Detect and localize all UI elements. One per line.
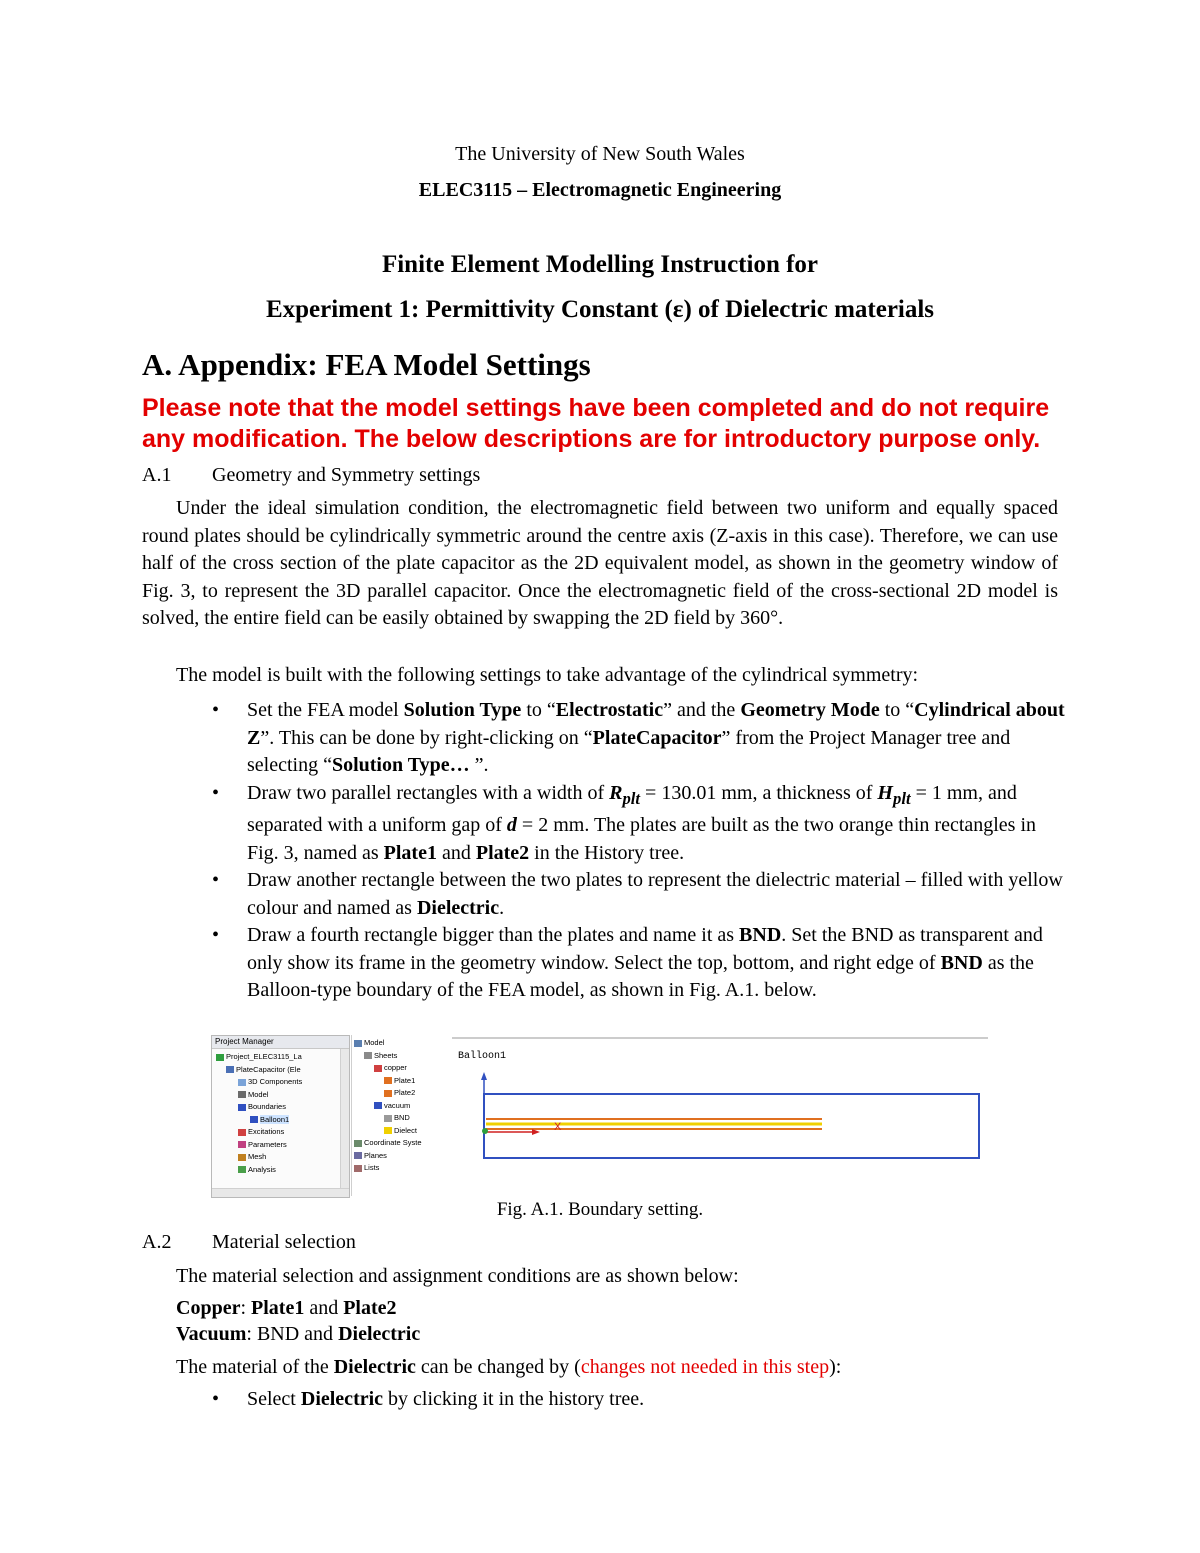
section-a2-heading <box>142 1231 356 1254</box>
tree-item[interactable]: Plate2 <box>352 1087 452 1100</box>
plate-icon <box>384 1077 392 1084</box>
copper-assignment: Copper: Plate1 and Plate2 <box>176 1297 397 1319</box>
tree-item[interactable]: Dielect <box>352 1125 452 1138</box>
university-name: The University of New South Wales <box>455 143 745 165</box>
section-a1-paragraph <box>142 495 1058 633</box>
doc-title-line1: Finite Element Modelling Instruction for <box>381 251 819 278</box>
boundary-icon <box>250 1116 258 1123</box>
bullet-icon: • <box>212 781 220 804</box>
appendix-heading: A. Appendix: FEA Model Settings <box>142 347 591 382</box>
list-item: • Select Dielectric by clicking it in the history tree. <box>212 1386 1072 1414</box>
tree-item[interactable]: Plate1 <box>352 1075 452 1088</box>
vacuum-assignment: Vacuum: BND and Dielectric <box>176 1323 421 1345</box>
section-number: A.1 <box>142 464 172 486</box>
tree-item[interactable]: Planes <box>352 1150 452 1163</box>
tree-item[interactable]: Boundaries <box>212 1101 349 1114</box>
components-icon <box>238 1079 246 1086</box>
material-icon <box>374 1065 382 1072</box>
coordinate-icon <box>354 1140 362 1147</box>
tree-item[interactable]: Balloon1 <box>212 1114 349 1127</box>
tree-item[interactable]: Analysis <box>212 1164 349 1177</box>
bullet-icon: • <box>212 924 220 946</box>
section-title: Material selection <box>212 1231 356 1253</box>
geometry-window <box>452 1036 988 1162</box>
section-a1-intro <box>142 662 1058 690</box>
bullet-icon: • <box>212 869 220 891</box>
tree-item[interactable]: copper <box>352 1062 452 1075</box>
bnd-icon <box>384 1115 392 1122</box>
balloon-label: Balloon1 <box>458 1051 507 1062</box>
paragraph-text: Under the ideal simulation condition, the electromagnetic field between two uniform and equally spaced round plates should be cylindrically symmetric around the centre axis (Z-axis in this case). Therefore, we can use half of the cross section of the plate capacitor as the 2D equivalent model, as shown in the geometry window of Fig. 3, to represent the 3D parallel capacitor. Once the electromagnetic field of the cross-sectional 2D model is solved, the entire field can be easily obtained by swapping the 2D field by 360°. <box>142 497 1058 629</box>
lists-icon <box>354 1165 362 1172</box>
list-item: • Draw two parallel rectangles with a width of $R_{plt} = 130.01$ mm, a thickness of $H_{plt} = 1$ mm, and separated with a uniform gap of d = 2 mm. The plates are built as the two orange thin rectangles in Fig. 3, named as Plate1 and Plate2 in the History tree. <box>212 781 1037 864</box>
doc-title-line2: Experiment 1: Permittivity Constant (ε) of Dielectric materials <box>265 296 935 323</box>
project-icon <box>216 1054 224 1061</box>
project-manager-panel <box>211 1035 350 1198</box>
panel-title: Project Manager <box>212 1036 349 1049</box>
section-title: Geometry and Symmetry settings <box>212 464 481 486</box>
material-intro: The material selection and assignment conditions are as shown below: <box>176 1265 739 1287</box>
course-title: ELEC3115 – Electromagnetic Engineering <box>418 179 782 201</box>
appendix-note: Please note that the model settings have been completed and do not require any modification. The below descriptions are for introductory purpose only. <box>142 394 1050 453</box>
origin-marker <box>482 1128 488 1134</box>
tree-item[interactable]: Excitations <box>212 1126 349 1139</box>
list-item: • Set the FEA model Solution Type to “Electrostatic” and the Geometry Mode to “Cylindrical about Z”. This can be done by right-clicking on “PlateCapacitor” from the Project Manager tree and selecting “Solution Type… ”. <box>212 699 1065 776</box>
history-tree-panel <box>351 1035 452 1196</box>
analysis-icon <box>238 1166 246 1173</box>
tree-item[interactable]: vacuum <box>352 1100 452 1113</box>
tree-item[interactable]: Model <box>212 1089 349 1102</box>
boundaries-icon <box>238 1104 246 1111</box>
section-number: A.2 <box>142 1231 172 1253</box>
material-change-note: The material of the Dielectric can be changed by (changes not needed in this step): <box>176 1356 842 1378</box>
tree-item[interactable]: Coordinate Syste <box>352 1137 452 1150</box>
geometry-canvas <box>452 1036 988 1162</box>
tree-item[interactable]: Mesh <box>212 1151 349 1164</box>
figure-caption: Fig. A.1. Boundary setting. <box>496 1199 704 1220</box>
tree-item[interactable]: PlateCapacitor (Ele <box>212 1064 349 1077</box>
tree-item[interactable]: 3D Components <box>212 1076 349 1089</box>
paragraph-text: The model is built with the following settings to take advantage of the cylindrical symmetry: <box>176 664 919 686</box>
plate-icon <box>384 1090 392 1097</box>
tree-item[interactable]: BND <box>352 1112 452 1125</box>
z-axis-arrow-icon <box>481 1072 487 1080</box>
sheets-icon <box>364 1052 372 1059</box>
planes-icon <box>354 1152 362 1159</box>
list-item: • Draw a fourth rectangle bigger than the plates and name it as BND. Set the BND as transparent and only show its frame in the geometry window. Select the top, bottom, and right edge of BND as the Balloon-type boundary of the FEA model, as shown in Fig. A.1. below. <box>212 924 1043 1001</box>
mesh-icon <box>238 1154 246 1161</box>
parameters-icon <box>238 1141 246 1148</box>
tree-item[interactable]: Sheets <box>352 1050 452 1063</box>
list-item: • Draw another rectangle between the two plates to represent the dielectric material – filled with yellow colour and named as Dielectric. <box>212 869 1063 919</box>
dielectric-icon <box>384 1127 392 1134</box>
horizontal-scrollbar[interactable] <box>212 1188 349 1197</box>
material-icon <box>374 1102 382 1109</box>
model-icon <box>238 1091 246 1098</box>
section-a1-heading <box>142 464 480 487</box>
a2-bullet-list <box>212 1386 1072 1414</box>
tree-item[interactable]: Model <box>352 1037 452 1050</box>
excitations-icon <box>238 1129 246 1136</box>
bullet-list <box>212 697 1072 1005</box>
model-icon <box>354 1040 362 1047</box>
tree-item[interactable]: Project_ELEC3115_La <box>212 1051 349 1064</box>
bullet-icon: • <box>212 699 220 721</box>
tree-item[interactable]: Lists <box>352 1162 452 1175</box>
tree-item[interactable]: Parameters <box>212 1139 349 1152</box>
vertical-scrollbar[interactable] <box>340 1049 349 1189</box>
bullet-icon: • <box>212 1388 220 1410</box>
design-icon <box>226 1066 234 1073</box>
x-axis-label: X <box>554 1121 562 1133</box>
